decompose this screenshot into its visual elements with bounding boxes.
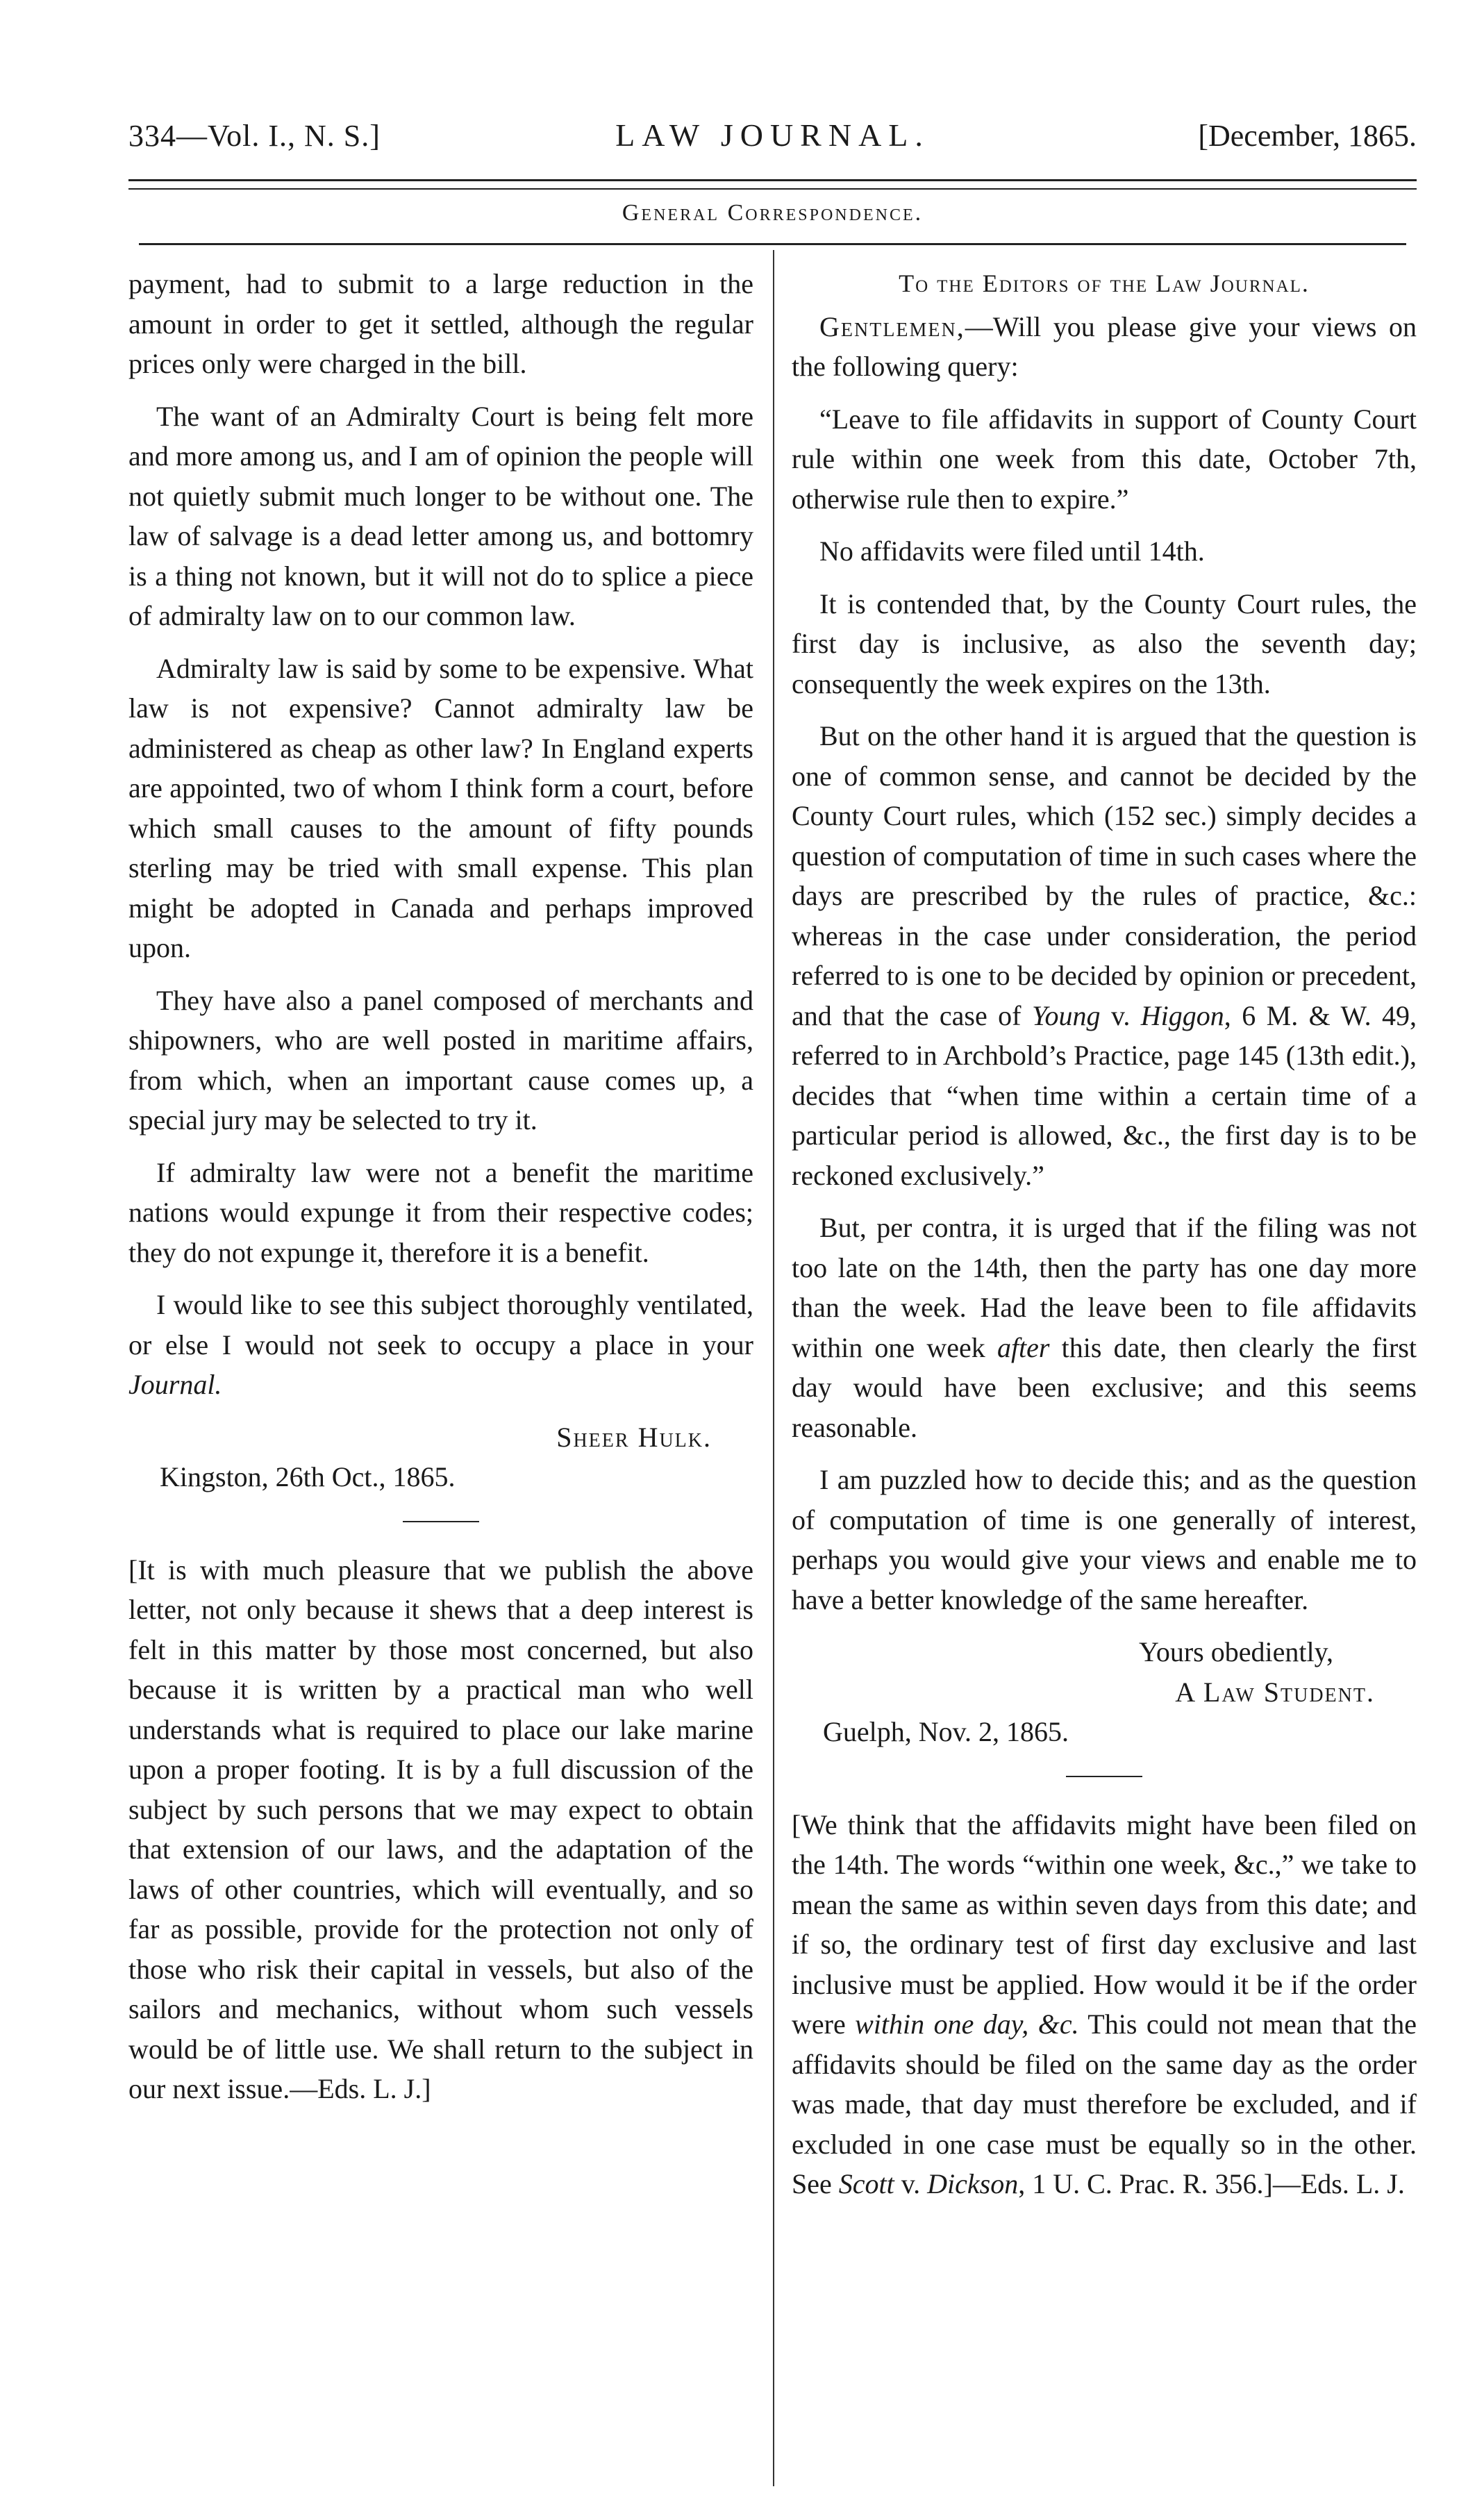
running-header: [128, 104, 1417, 160]
letter-dateline: Kingston, 26th Oct., 1865.: [160, 1461, 456, 1492]
letter-dateline: Guelph, Nov. 2, 1865.: [823, 1716, 1069, 1747]
letter-closing: Yours obediently,: [1138, 1636, 1333, 1667]
journal-title: LAW JOURNAL.: [615, 117, 930, 153]
paragraph: payment, had to submit to a large reduction in the amount in order to get it settled, although the regular prices only were charged in the bill.: [128, 268, 753, 379]
case-name: Young: [1031, 999, 1101, 1031]
separator-rule: [1066, 1776, 1142, 1777]
separator-rule: [403, 1521, 479, 1522]
case-name: Higgon: [1140, 999, 1224, 1031]
paragraph-text: [We think that the affidavits might have been filed on the 14th. The words “within one week, &c.,” we take to mean the same as within seven days from this date; and if so, the ordinary test of first day exclusive and last inclusive must be applied. How would it be if the order were: [792, 1808, 1417, 2040]
column-divider: [773, 250, 774, 2486]
paragraph-text: , 6 M. & W. 49, referred to in Archbold’s Practice, page 145 (13th edit.), decides that “when time within a certain time of a particular period is allowed, &c., the first day is to be reckoned exclusively.”: [792, 999, 1417, 1191]
paragraph-text: , 1 U. C. Prac. R. 356.]—Eds. L. J.: [1018, 2168, 1405, 2199]
left-column: [128, 264, 753, 2122]
paragraph: [792, 716, 1417, 1195]
paragraph-text: But on the other hand it is argued that the question is one of common sense, and cannot be decided by the County Court rules, which (152 sec.) simply decides a question of computation of time in such cases where the days are prescribed by the rules of practice, &c.: whereas in the case under consideration, the period referred to is one to be decided by opinion or precedent, and that the case of: [792, 720, 1417, 1031]
issue-date: [December, 1865.: [1198, 119, 1417, 153]
section-rule: [139, 243, 1406, 245]
editor-reply: [792, 1805, 1417, 2204]
paragraph: I am puzzled how to decide this; and as the question of computation of time is one generally of interest, perhaps you would give your views and enable me to have a better knowledge of the same hereafter.: [792, 1464, 1417, 1615]
emphasis: after: [997, 1331, 1050, 1363]
right-column: [792, 264, 1417, 2217]
paragraph: [792, 1208, 1417, 1447]
header-double-rule: [128, 179, 1417, 190]
paragraph: No affidavits were filed until 14th.: [819, 535, 1205, 567]
paragraph: The want of an Admiralty Court is being felt more and more among us, and I am of opinion the people will not quietly submit much longer to be without one. The law of salvage is a dead letter among us, and bottomry is a thing not known, but it will not do to splice a piece of admiralty law on to our common law.: [128, 400, 753, 631]
letter-signature: Sheer Hulk.: [556, 1421, 712, 1453]
salutation-text: —Will you please give your views on the following query:: [792, 310, 1417, 382]
salutation-lead: Gentlemen,: [819, 310, 965, 342]
paragraph-text: I would like to see this subject thoroughly ventilated, or else I would not seek to occupy a place in your: [128, 1289, 753, 1360]
case-versus: v.: [894, 2168, 928, 2199]
paragraph: They have also a panel composed of merchants and shipowners, who are well posted in maritime affairs, from which, when an important cause comes up, a special jury may be selected to try it.: [128, 984, 753, 1135]
page-volume-label: 334—Vol. I., N. S.]: [128, 119, 381, 153]
paragraph-text: This could not mean that the affidavits should be filed on the same day as the order was made, that day must therefore be excluded, and if excluded in one case must be equally so in the other. See: [792, 2008, 1417, 2199]
case-name: Dickson: [927, 2168, 1019, 2199]
quoted-order: “Leave to file affidavits in support of County Court rule within one week from this date, October 7th, otherwise rule then to expire.”: [792, 403, 1417, 515]
case-name: Scott: [838, 2168, 894, 2199]
paragraph: [128, 1285, 753, 1405]
salutation: [792, 307, 1417, 387]
paragraph: Admiralty law is said by some to be expensive. What law is not expensive? Cannot admiralty law be administered as cheap as other law? In England experts are appointed, two of whom I think form a court, before which small causes to the amount of fifty pounds sterling may be tried with small expense. This plan might be adopted in Canada and perhaps improved upon.: [128, 652, 753, 963]
journal-page: [128, 104, 1417, 2486]
paragraph: It is contended that, by the County Court rules, the first day is inclusive, as also the seventh day; consequently the week expires on the 13th.: [792, 588, 1417, 699]
letter-heading: To the Editors of the Law Journal.: [899, 269, 1310, 297]
paragraph: If admiralty law were not a benefit the maritime nations would expunge it from their respective codes; they do not expunge it, therefore it is a benefit.: [128, 1156, 753, 1268]
emphasis: within one day, &c.: [855, 2008, 1079, 2040]
editor-note: [It is with much pleasure that we publish the above letter, not only because it shews that a deep interest is felt in this matter by those most concerned, but also because it is written by a practical man who well understands what is required to place our lake marine upon a proper footing. It is by a full discussion of the subject by such persons that we may expect to obtain that extension of our laws, and the adaptation of the laws of other countries, which will eventually, and so far as possible, provide for the protection not only of those who risk their capital in vessels, but also of the sailors and mechanics, without whom such vessels would be of little use. We shall return to the subject in our next issue.—Eds. L. J.]: [128, 1554, 753, 2104]
letter-signature: A Law Student.: [1175, 1676, 1375, 1708]
paragraph-text: But, per contra, it is urged that if the filing was not too late on the 14th, then the party has one day more than the week. Had the leave been to file affidavits within one week: [792, 1212, 1417, 1363]
section-title: General Correspondence.: [622, 200, 924, 226]
case-versus: v.: [1100, 999, 1141, 1031]
paragraph-text: this date, then clearly the first day would have been exclusive; and this seems reasonable.: [792, 1331, 1417, 1443]
journal-italic: Journal.: [128, 1369, 222, 1400]
